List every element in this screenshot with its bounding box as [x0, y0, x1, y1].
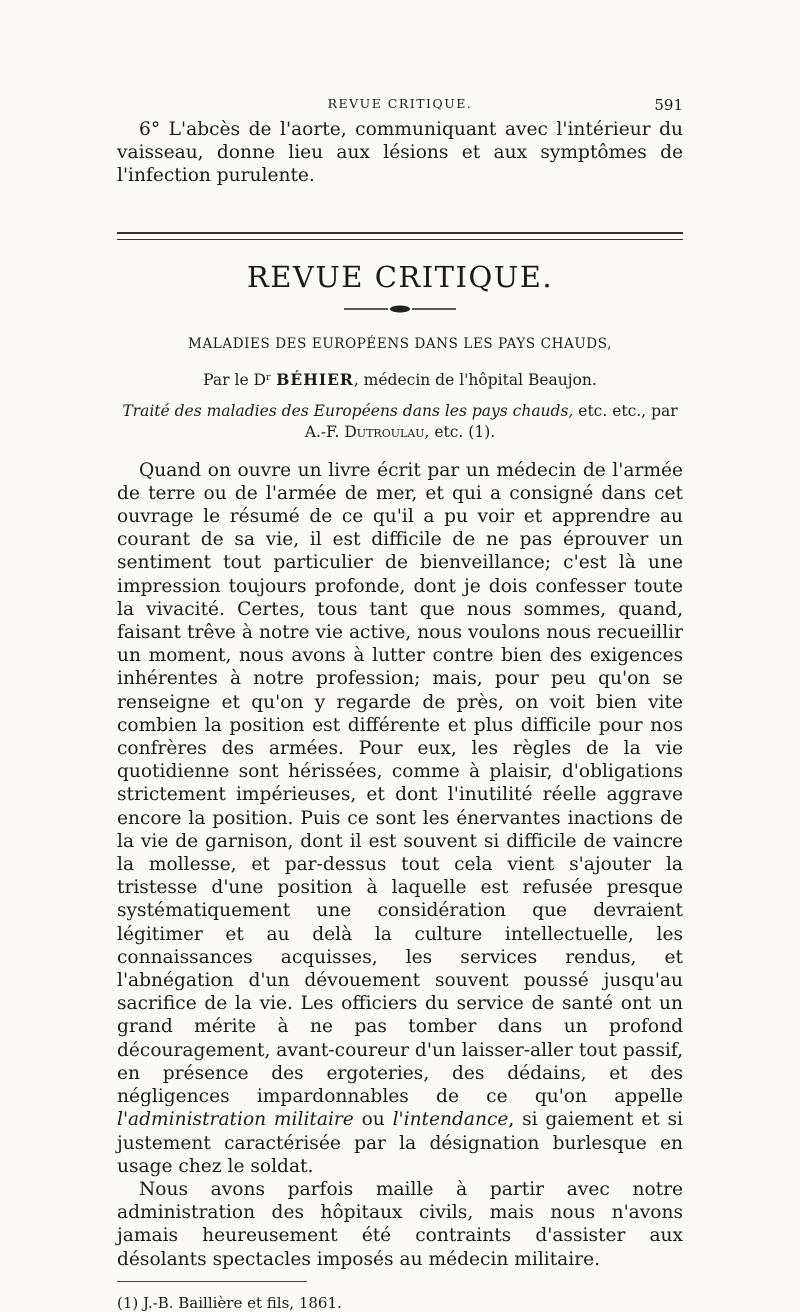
book-etc: etc. etc., par — [573, 401, 678, 420]
book-author-initials: A.-F. — [304, 422, 345, 441]
byline — [117, 370, 683, 389]
paragraph-1-tail: , si gaiement et si justement caractérisée par la désignation burlesque en usage chez le soldat. — [117, 1109, 683, 1177]
section-divider — [117, 232, 683, 240]
book-author: Dutroulau — [344, 422, 425, 441]
author-name: BÉHIER — [276, 369, 354, 389]
ornament-flourish — [340, 304, 460, 314]
footnote-rule — [117, 1281, 307, 1282]
page-number: 591 — [654, 96, 683, 114]
paragraph-1-mid: ou — [353, 1109, 393, 1131]
paragraph-1-em-administration: l'administration militaire — [117, 1109, 354, 1131]
footnote: (1) J.-B. Baillière et fils, 1861. — [117, 1293, 342, 1312]
paragraph-1 — [117, 459, 683, 1178]
running-head — [117, 96, 683, 118]
paragraph-2: Nous avons parfois maille à partir avec notre administration des hôpitaux civils, mais nous n'avons jamais heureusement été contraints d'assister aux désolants spectacles imposés au médecin militaire. — [117, 1178, 683, 1270]
book-tail: , etc. (1). — [424, 422, 496, 441]
section-title: REVUE CRITIQUE. — [246, 259, 554, 294]
running-title: REVUE CRITIQUE. — [327, 96, 473, 111]
book-title: Traité des maladies des Européens dans les pays chauds, — [122, 401, 574, 420]
book-reference — [117, 401, 683, 443]
byline-suffix: , médecin de l'hôpital Beaujon. — [353, 370, 597, 389]
article-subtitle: MALADIES DES EUROPÉENS DANS LES PAYS CHAUDS, — [188, 335, 612, 352]
conclusion-paragraph: 6° L'abcès de l'aorte, communiquant avec l'intérieur du vaisseau, donne lieu aux lésions et aux symptômes de l'infection purulente. — [117, 119, 683, 187]
byline-prefix: Par le Dʳ — [203, 370, 272, 389]
paragraph-1-em-intendance: l'intendance — [392, 1109, 509, 1131]
paragraph-1-text: Quand on ouvre un livre écrit par un médecin de l'armée de terre ou de l'armée de mer, et qui a consigné dans cet ouvrage le résumé de ce qu'il a pu voir et apprendre au courant de sa vie, il est difficile de ne pas éprouver un sentiment tout particulier de bienveillance; c'est là une impression toujours profonde, dont je dois confesser toute la vivacité. Certes, tous tant que nous sommes, quand, faisant trêve à notre vie active, nous voulons nous recueillir un moment, nous avons à lutter contre bien des exigences inhérentes à notre profession; mais, pour peu qu'on se renseigne et qu'on y regarde de près, on voit bien vite combien la position est différente et plus difficile pour nos confrères des armées. Pour eux, les règles de la vie quotidienne sont hérissées, comme à plaisir, d'obligations strictement impérieuses, et dont l'inutilité réelle aggrave encore la position. Puis ce sont les énervantes inactions de la vie de garnison, dont il est souvent si difficile de vaincre la mollesse, et par-dessus tout cela vient s'ajouter la tristesse d'une position à laquelle est refusée presque systématiquement une considération que devraient légitimer et au delà la culture intellectuelle, les connaissances acquisses, les services rendus, et l'abnégation d'un dévouement souvent poussé jusqu'au sacrifice de la vie. Les officiers du service de santé ont un grand mérite à ne pas tomber dans un profond découragement, avant-coureur d'un laisser-aller tout passif, en présence des ergoteries, des dédains, et des négligences impardonnables de ce qu'on appelle — [117, 459, 683, 1108]
page — [117, 96, 683, 1312]
